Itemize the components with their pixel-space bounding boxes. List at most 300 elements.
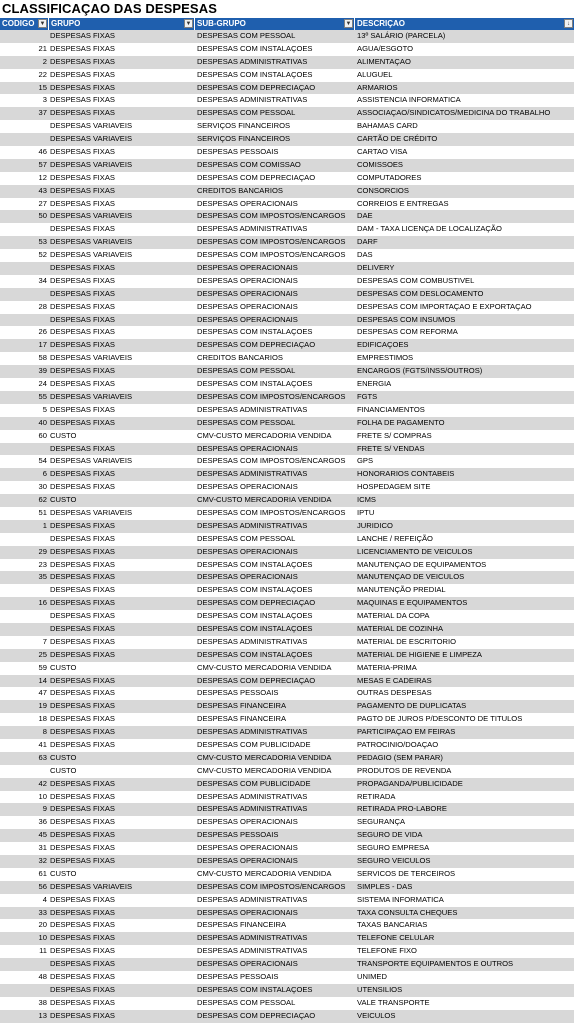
cell-codigo[interactable]: 52 bbox=[38, 250, 47, 260]
cell-descricao[interactable]: ICMS bbox=[357, 495, 376, 505]
cell-codigo[interactable]: 5 bbox=[42, 404, 47, 414]
cell-grupo[interactable]: DESPESAS VARIAVEIS bbox=[50, 250, 133, 260]
cell-grupo[interactable]: CUSTO bbox=[50, 752, 77, 762]
cell-descricao[interactable]: SEGURO EMPRESA bbox=[357, 843, 430, 853]
cell-grupo[interactable]: DESPESAS FIXAS bbox=[50, 701, 115, 711]
filter-dropdown-icon[interactable]: ▼ bbox=[185, 21, 192, 27]
cell-codigo[interactable]: 22 bbox=[38, 69, 47, 79]
cell-grupo[interactable]: DESPESAS FIXAS bbox=[50, 108, 115, 118]
cell-codigo[interactable]: 48 bbox=[38, 972, 47, 982]
cell-descricao[interactable]: PAGAMENTO DE DUPLICATAS bbox=[357, 701, 467, 711]
cell-grupo[interactable]: DESPESAS FIXAS bbox=[50, 43, 115, 53]
cell-subgrupo[interactable]: DESPESAS COM IMPOSTOS/ENCARGOS bbox=[197, 507, 346, 517]
cell-subgrupo[interactable]: DESPESAS COM INSTALAÇOES bbox=[197, 379, 313, 389]
cell-subgrupo[interactable]: DESPESAS ADMINISTRATIVAS bbox=[197, 404, 308, 414]
cell-codigo[interactable] bbox=[0, 133, 49, 146]
cell-subgrupo[interactable]: DESPESAS ADMINISTRATIVAS bbox=[197, 95, 308, 105]
cell-codigo[interactable] bbox=[0, 584, 49, 597]
cell-grupo[interactable]: DESPESAS FIXAS bbox=[50, 727, 115, 737]
cell-grupo[interactable]: DESPESAS FIXAS bbox=[50, 675, 115, 685]
cell-subgrupo[interactable]: DESPESAS COM PESSOAL bbox=[197, 997, 296, 1007]
cell-grupo[interactable]: DESPESAS FIXAS bbox=[50, 301, 115, 311]
cell-descricao[interactable]: DESPESAS COM DESLOCAMENTO bbox=[357, 288, 484, 298]
cell-subgrupo[interactable]: CMV-CUSTO MERCADORIA VENDIDA bbox=[197, 662, 332, 672]
cell-grupo[interactable]: DESPESAS FIXAS bbox=[50, 340, 115, 350]
cell-codigo[interactable] bbox=[0, 623, 49, 636]
cell-codigo[interactable] bbox=[0, 30, 49, 43]
cell-subgrupo[interactable]: DESPESAS ADMINISTRATIVAS bbox=[197, 727, 308, 737]
cell-descricao[interactable]: EMPRESTIMOS bbox=[357, 353, 414, 363]
cell-descricao[interactable]: ENERGIA bbox=[357, 379, 392, 389]
cell-subgrupo[interactable]: DESPESAS PESSOAIS bbox=[197, 830, 279, 840]
cell-descricao[interactable]: EDIFICAÇOES bbox=[357, 340, 409, 350]
cell-codigo[interactable] bbox=[0, 288, 49, 301]
cell-codigo[interactable] bbox=[0, 223, 49, 236]
cell-codigo[interactable]: 16 bbox=[38, 598, 47, 608]
cell-subgrupo[interactable]: DESPESAS COM INSTALAÇOES bbox=[197, 327, 313, 337]
cell-descricao[interactable]: MANUTENÇÃO PREDIAL bbox=[357, 585, 446, 595]
cell-subgrupo[interactable]: CMV-CUSTO MERCADORIA VENDIDA bbox=[197, 495, 332, 505]
cell-subgrupo[interactable]: DESPESAS ADMINISTRATIVAS bbox=[197, 56, 308, 66]
cell-grupo[interactable]: CUSTO bbox=[50, 662, 77, 672]
cell-grupo[interactable]: DESPESAS FIXAS bbox=[50, 366, 115, 376]
cell-descricao[interactable]: LICENCIAMENTO DE VEICULOS bbox=[357, 546, 473, 556]
cell-descricao[interactable]: UTENSILIOS bbox=[357, 984, 403, 994]
cell-descricao[interactable]: SIMPLES - DAS bbox=[357, 881, 413, 891]
cell-grupo[interactable]: DESPESAS FIXAS bbox=[50, 778, 115, 788]
cell-subgrupo[interactable]: DESPESAS PESSOAIS bbox=[197, 147, 279, 157]
cell-grupo[interactable]: DESPESAS FIXAS bbox=[50, 972, 115, 982]
cell-grupo[interactable]: DESPESAS FIXAS bbox=[50, 714, 115, 724]
cell-descricao[interactable]: LANCHE / REFEIÇÃO bbox=[357, 533, 433, 543]
cell-descricao[interactable]: MATERIAL DE ESCRITORIO bbox=[357, 636, 457, 646]
cell-grupo[interactable]: DESPESAS FIXAS bbox=[50, 275, 115, 285]
cell-grupo[interactable]: DESPESAS FIXAS bbox=[50, 1010, 115, 1020]
cell-grupo[interactable]: DESPESAS FIXAS bbox=[50, 611, 115, 621]
cell-codigo[interactable]: 42 bbox=[38, 778, 47, 788]
cell-descricao[interactable]: HOSPEDAGEM SITE bbox=[357, 482, 431, 492]
cell-codigo[interactable]: 59 bbox=[38, 662, 47, 672]
cell-subgrupo[interactable]: DESPESAS OPERACIONAIS bbox=[197, 275, 298, 285]
cell-descricao[interactable]: DARF bbox=[357, 237, 378, 247]
cell-subgrupo[interactable]: DESPESAS OPERACIONAIS bbox=[197, 482, 298, 492]
cell-grupo[interactable]: DESPESAS FIXAS bbox=[50, 224, 115, 234]
cell-grupo[interactable]: DESPESAS VARIAVEIS bbox=[50, 353, 133, 363]
cell-grupo[interactable]: DESPESAS FIXAS bbox=[50, 82, 115, 92]
cell-subgrupo[interactable]: DESPESAS OPERACIONAIS bbox=[197, 856, 298, 865]
cell-codigo[interactable]: 26 bbox=[38, 327, 47, 337]
cell-codigo[interactable]: 34 bbox=[38, 275, 47, 285]
cell-grupo[interactable]: DESPESAS FIXAS bbox=[50, 185, 115, 195]
cell-subgrupo[interactable]: DESPESAS OPERACIONAIS bbox=[197, 817, 298, 827]
cell-descricao[interactable]: GPS bbox=[357, 456, 374, 466]
cell-codigo[interactable]: 1 bbox=[42, 520, 47, 530]
cell-grupo[interactable]: DESPESAS FIXAS bbox=[50, 598, 115, 608]
cell-subgrupo[interactable]: DESPESAS OPERACIONAIS bbox=[197, 572, 298, 582]
cell-subgrupo[interactable]: DESPESAS COM DEPRECIAÇAO bbox=[197, 598, 316, 608]
cell-descricao[interactable]: OUTRAS DESPESAS bbox=[357, 688, 432, 698]
cell-descricao[interactable]: PROPAGANDA/PUBLICIDADE bbox=[357, 778, 463, 788]
cell-subgrupo[interactable]: DESPESAS COM IMPOSTOS/ENCARGOS bbox=[197, 881, 346, 891]
cell-codigo[interactable] bbox=[0, 262, 49, 275]
filter-dropdown-icon[interactable]: ▼ bbox=[345, 21, 352, 27]
cell-grupo[interactable]: DESPESAS FIXAS bbox=[50, 69, 115, 79]
cell-codigo[interactable]: 24 bbox=[38, 379, 47, 389]
cell-codigo[interactable]: 60 bbox=[38, 430, 47, 440]
cell-grupo[interactable]: DESPESAS FIXAS bbox=[50, 623, 115, 633]
cell-grupo[interactable]: DESPESAS FIXAS bbox=[50, 920, 115, 930]
cell-grupo[interactable]: DESPESAS FIXAS bbox=[50, 263, 115, 273]
cell-codigo[interactable]: 55 bbox=[38, 391, 47, 401]
cell-subgrupo[interactable]: DESPESAS OPERACIONAIS bbox=[197, 198, 298, 208]
cell-descricao[interactable]: TAXA CONSULTA CHEQUES bbox=[357, 907, 458, 917]
cell-grupo[interactable]: DESPESAS FIXAS bbox=[50, 31, 115, 40]
cell-grupo[interactable]: DESPESAS FIXAS bbox=[50, 817, 115, 827]
cell-descricao[interactable]: UNIMED bbox=[357, 972, 387, 982]
cell-subgrupo[interactable]: CMV-CUSTO MERCADORIA VENDIDA bbox=[197, 765, 332, 775]
cell-grupo[interactable]: DESPESAS FIXAS bbox=[50, 443, 115, 453]
cell-grupo[interactable]: DESPESAS FIXAS bbox=[50, 688, 115, 698]
cell-codigo[interactable]: 63 bbox=[38, 752, 47, 762]
cell-grupo[interactable]: DESPESAS VARIAVEIS bbox=[50, 121, 133, 131]
cell-codigo[interactable] bbox=[0, 533, 49, 546]
cell-subgrupo[interactable]: DESPESAS COM IMPOSTOS/ENCARGOS bbox=[197, 211, 346, 221]
cell-grupo[interactable]: DESPESAS FIXAS bbox=[50, 379, 115, 389]
cell-subgrupo[interactable]: DESPESAS COM DEPRECIAÇAO bbox=[197, 172, 316, 182]
cell-subgrupo[interactable]: DESPESAS COM DEPRECIAÇAO bbox=[197, 340, 316, 350]
cell-descricao[interactable]: ARMARIOS bbox=[357, 82, 398, 92]
cell-codigo[interactable]: 3 bbox=[42, 95, 47, 105]
cell-descricao[interactable]: PRODUTOS DE REVENDA bbox=[357, 765, 452, 775]
cell-codigo[interactable]: 15 bbox=[38, 82, 47, 92]
cell-grupo[interactable]: DESPESAS FIXAS bbox=[50, 804, 115, 814]
cell-descricao[interactable]: IPTU bbox=[357, 507, 375, 517]
cell-descricao[interactable]: CONSORCIOS bbox=[357, 185, 409, 195]
cell-codigo[interactable]: 62 bbox=[38, 495, 47, 505]
cell-grupo[interactable]: DESPESAS FIXAS bbox=[50, 417, 115, 427]
cell-codigo[interactable]: 14 bbox=[38, 675, 47, 685]
cell-codigo[interactable]: 38 bbox=[38, 997, 47, 1007]
cell-codigo[interactable]: 61 bbox=[38, 868, 47, 878]
cell-codigo[interactable]: 43 bbox=[38, 185, 47, 195]
cell-descricao[interactable]: VEICULOS bbox=[357, 1010, 396, 1020]
cell-grupo[interactable]: DESPESAS FIXAS bbox=[50, 843, 115, 853]
cell-grupo[interactable]: DESPESAS FIXAS bbox=[50, 585, 115, 595]
cell-subgrupo[interactable]: DESPESAS COM PESSOAL bbox=[197, 366, 296, 376]
cell-codigo[interactable]: 10 bbox=[38, 933, 47, 943]
cell-descricao[interactable]: MESAS E CADEIRAS bbox=[357, 675, 432, 685]
cell-codigo[interactable]: 47 bbox=[38, 688, 47, 698]
cell-subgrupo[interactable]: DESPESAS OPERACIONAIS bbox=[197, 263, 298, 273]
cell-grupo[interactable]: DESPESAS VARIAVEIS bbox=[50, 391, 133, 401]
cell-descricao[interactable]: COMISSOES bbox=[357, 159, 403, 169]
cell-descricao[interactable]: ALIMENTAÇAO bbox=[357, 56, 411, 66]
cell-grupo[interactable]: CUSTO bbox=[50, 868, 77, 878]
cell-subgrupo[interactable]: DESPESAS OPERACIONAIS bbox=[197, 301, 298, 311]
cell-subgrupo[interactable]: DESPESAS COM IMPOSTOS/ENCARGOS bbox=[197, 456, 346, 466]
cell-codigo[interactable]: 7 bbox=[42, 636, 47, 646]
cell-grupo[interactable]: DESPESAS FIXAS bbox=[50, 933, 115, 943]
cell-codigo[interactable]: 11 bbox=[39, 946, 47, 956]
cell-descricao[interactable]: 13º SALÁRIO (PARCELA) bbox=[357, 31, 446, 40]
cell-descricao[interactable]: TAXAS BANCARIAS bbox=[357, 920, 428, 930]
cell-grupo[interactable]: DESPESAS FIXAS bbox=[50, 559, 115, 569]
cell-codigo[interactable] bbox=[0, 958, 49, 971]
cell-descricao[interactable]: PAGTO DE JUROS P/DESCONTO DE TITULOS bbox=[357, 714, 523, 724]
cell-descricao[interactable]: TELEFONE CELULAR bbox=[357, 933, 435, 943]
cell-grupo[interactable]: DESPESAS FIXAS bbox=[50, 533, 115, 543]
cell-subgrupo[interactable]: DESPESAS OPERACIONAIS bbox=[197, 907, 298, 917]
cell-descricao[interactable]: PARTICIPAÇAO EM FEIRAS bbox=[357, 727, 456, 737]
cell-subgrupo[interactable]: DESPESAS COM PUBLICIDADE bbox=[197, 739, 311, 749]
cell-descricao[interactable]: ASSOCIAÇAO/SINDICATOS/MEDICINA DO TRABALHO bbox=[357, 108, 551, 118]
cell-codigo[interactable]: 33 bbox=[38, 907, 47, 917]
cell-codigo[interactable] bbox=[0, 120, 49, 133]
cell-codigo[interactable]: 20 bbox=[38, 920, 47, 930]
cell-grupo[interactable]: DESPESAS VARIAVEIS bbox=[50, 211, 133, 221]
cell-grupo[interactable]: DESPESAS FIXAS bbox=[50, 172, 115, 182]
cell-codigo[interactable]: 18 bbox=[38, 714, 47, 724]
cell-subgrupo[interactable]: CMV-CUSTO MERCADORIA VENDIDA bbox=[197, 752, 332, 762]
cell-subgrupo[interactable]: DESPESAS PESSOAIS bbox=[197, 972, 279, 982]
cell-subgrupo[interactable]: DESPESAS OPERACIONAIS bbox=[197, 546, 298, 556]
cell-descricao[interactable]: COMPUTADORES bbox=[357, 172, 422, 182]
cell-descricao[interactable]: DESPESAS COM COMBUSTIVEL bbox=[357, 275, 475, 285]
cell-descricao[interactable]: MATERIA-PRIMA bbox=[357, 662, 417, 672]
cell-codigo[interactable]: 57 bbox=[38, 159, 47, 169]
cell-codigo[interactable]: 39 bbox=[38, 366, 47, 376]
cell-subgrupo[interactable]: DESPESAS OPERACIONAIS bbox=[197, 443, 298, 453]
cell-subgrupo[interactable]: DESPESAS FINANCEIRA bbox=[197, 701, 287, 711]
cell-descricao[interactable]: SEGURO VEICULOS bbox=[357, 856, 431, 865]
cell-subgrupo[interactable]: DESPESAS ADMINISTRATIVAS bbox=[197, 933, 308, 943]
cell-codigo[interactable]: 51 bbox=[38, 507, 47, 517]
cell-subgrupo[interactable]: DESPESAS COM PESSOAL bbox=[197, 108, 296, 118]
cell-codigo[interactable]: 21 bbox=[38, 43, 47, 53]
cell-grupo[interactable]: DESPESAS FIXAS bbox=[50, 791, 115, 801]
cell-codigo[interactable]: 31 bbox=[38, 843, 47, 853]
cell-subgrupo[interactable]: DESPESAS COM INSTALAÇOES bbox=[197, 611, 313, 621]
cell-codigo[interactable]: 13 bbox=[38, 1010, 47, 1020]
cell-descricao[interactable]: VALE TRANSPORTE bbox=[357, 997, 430, 1007]
cell-codigo[interactable]: 12 bbox=[38, 172, 47, 182]
cell-codigo[interactable]: 41 bbox=[38, 739, 47, 749]
cell-descricao[interactable]: PEDAGIO (SEM PARAR) bbox=[357, 752, 443, 762]
cell-grupo[interactable]: DESPESAS FIXAS bbox=[50, 95, 115, 105]
cell-codigo[interactable] bbox=[0, 610, 49, 623]
cell-descricao[interactable]: SERVICOS DE TERCEIROS bbox=[357, 868, 456, 878]
cell-descricao[interactable]: BAHAMAS CARD bbox=[357, 121, 418, 131]
cell-subgrupo[interactable]: DESPESAS FINANCEIRA bbox=[197, 714, 287, 724]
cell-grupo[interactable]: DESPESAS VARIAVEIS bbox=[50, 134, 133, 144]
cell-codigo[interactable]: 32 bbox=[38, 856, 47, 865]
cell-subgrupo[interactable]: DESPESAS COM PESSOAL bbox=[197, 417, 296, 427]
cell-grupo[interactable]: DESPESAS FIXAS bbox=[50, 946, 115, 956]
cell-grupo[interactable]: DESPESAS VARIAVEIS bbox=[50, 456, 133, 466]
cell-descricao[interactable]: SISTEMA INFORMATICA bbox=[357, 894, 444, 904]
cell-subgrupo[interactable]: DESPESAS COM INSTALAÇOES bbox=[197, 649, 313, 659]
cell-subgrupo[interactable]: CREDITOS BANCARIOS bbox=[197, 185, 283, 195]
cell-descricao[interactable]: RETIRADA bbox=[357, 791, 396, 801]
cell-subgrupo[interactable]: DESPESAS OPERACIONAIS bbox=[197, 314, 298, 324]
cell-codigo[interactable]: 30 bbox=[38, 482, 47, 492]
cell-grupo[interactable]: DESPESAS FIXAS bbox=[50, 147, 115, 157]
cell-subgrupo[interactable]: DESPESAS OPERACIONAIS bbox=[197, 288, 298, 298]
cell-subgrupo[interactable]: DESPESAS ADMINISTRATIVAS bbox=[197, 946, 308, 956]
cell-descricao[interactable]: CORREIOS E ENTREGAS bbox=[357, 198, 449, 208]
cell-grupo[interactable]: DESPESAS FIXAS bbox=[50, 198, 115, 208]
cell-codigo[interactable]: 36 bbox=[38, 817, 47, 827]
cell-descricao[interactable]: SEGURANÇA bbox=[357, 817, 406, 827]
cell-codigo[interactable]: 6 bbox=[42, 469, 47, 479]
cell-grupo[interactable]: DESPESAS FIXAS bbox=[50, 830, 115, 840]
cell-grupo[interactable]: DESPESAS FIXAS bbox=[50, 482, 115, 492]
cell-grupo[interactable]: DESPESAS FIXAS bbox=[50, 649, 115, 659]
cell-grupo[interactable]: DESPESAS FIXAS bbox=[50, 56, 115, 66]
cell-codigo[interactable]: 4 bbox=[42, 894, 47, 904]
cell-descricao[interactable]: DESPESAS COM IMPORTAÇAO E EXPORTAÇAO bbox=[357, 301, 532, 311]
cell-codigo[interactable]: 23 bbox=[38, 559, 47, 569]
cell-codigo[interactable]: 19 bbox=[38, 701, 47, 711]
cell-subgrupo[interactable]: DESPESAS COM INSTALAÇOES bbox=[197, 984, 313, 994]
cell-descricao[interactable]: MATERIAL DA COPA bbox=[357, 611, 430, 621]
cell-descricao[interactable]: FOLHA DE PAGAMENTO bbox=[357, 417, 445, 427]
cell-subgrupo[interactable]: DESPESAS COM INSTALAÇOES bbox=[197, 43, 313, 53]
cell-descricao[interactable]: DESPESAS COM REFORMA bbox=[357, 327, 458, 337]
cell-grupo[interactable]: CUSTO bbox=[50, 765, 77, 775]
cell-grupo[interactable]: DESPESAS VARIAVEIS bbox=[50, 159, 133, 169]
cell-codigo[interactable]: 10 bbox=[38, 791, 47, 801]
sort-ascending-filter-icon[interactable]: ↓ bbox=[564, 19, 573, 28]
cell-grupo[interactable]: DESPESAS FIXAS bbox=[50, 469, 115, 479]
cell-grupo[interactable]: CUSTO bbox=[50, 495, 77, 505]
cell-grupo[interactable]: DESPESAS FIXAS bbox=[50, 288, 115, 298]
cell-descricao[interactable]: DAM - TAXA LICENÇA DE LOCALIZAÇÃO bbox=[357, 224, 502, 234]
cell-grupo[interactable]: DESPESAS VARIAVEIS bbox=[50, 237, 133, 247]
cell-descricao[interactable]: FRETE S/ COMPRAS bbox=[357, 430, 432, 440]
cell-subgrupo[interactable]: DESPESAS COM IMPOSTOS/ENCARGOS bbox=[197, 237, 346, 247]
cell-grupo[interactable]: DESPESAS FIXAS bbox=[50, 520, 115, 530]
cell-descricao[interactable]: ALUGUEL bbox=[357, 69, 393, 79]
cell-subgrupo[interactable]: CMV-CUSTO MERCADORIA VENDIDA bbox=[197, 430, 332, 440]
cell-descricao[interactable]: MANUTENÇAO DE EQUIPAMENTOS bbox=[357, 559, 487, 569]
cell-codigo[interactable]: 45 bbox=[38, 830, 47, 840]
cell-codigo[interactable]: 28 bbox=[38, 301, 47, 311]
cell-subgrupo[interactable]: DESPESAS ADMINISTRATIVAS bbox=[197, 791, 308, 801]
cell-codigo[interactable]: 54 bbox=[38, 456, 47, 466]
cell-codigo[interactable]: 17 bbox=[38, 340, 47, 350]
cell-subgrupo[interactable]: DESPESAS OPERACIONAIS bbox=[197, 843, 298, 853]
cell-descricao[interactable]: FINANCIAMENTOS bbox=[357, 404, 425, 414]
cell-descricao[interactable]: TELEFONE FIXO bbox=[357, 946, 417, 956]
cell-subgrupo[interactable]: DESPESAS COM DEPRECIAÇAO bbox=[197, 675, 316, 685]
cell-descricao[interactable]: AGUA/ESGOTO bbox=[357, 43, 413, 53]
cell-codigo[interactable]: 58 bbox=[38, 353, 47, 363]
cell-codigo[interactable]: 53 bbox=[38, 237, 47, 247]
cell-subgrupo[interactable]: DESPESAS ADMINISTRATIVAS bbox=[197, 224, 308, 234]
cell-codigo[interactable] bbox=[0, 765, 49, 778]
cell-descricao[interactable]: TRANSPORTE EQUIPAMENTOS E OUTROS bbox=[357, 959, 514, 969]
cell-codigo[interactable]: 46 bbox=[38, 147, 47, 157]
cell-codigo[interactable] bbox=[0, 984, 49, 997]
cell-codigo[interactable]: 8 bbox=[42, 727, 47, 737]
cell-grupo[interactable]: CUSTO bbox=[50, 430, 77, 440]
cell-grupo[interactable]: DESPESAS FIXAS bbox=[50, 907, 115, 917]
cell-descricao[interactable]: DAE bbox=[357, 211, 373, 221]
cell-codigo[interactable]: 56 bbox=[38, 881, 47, 891]
cell-descricao[interactable]: MAQUINAS E EQUIPAMENTOS bbox=[357, 598, 468, 608]
cell-subgrupo[interactable]: DESPESAS FINANCEIRA bbox=[197, 920, 287, 930]
cell-codigo[interactable]: 27 bbox=[38, 198, 47, 208]
cell-subgrupo[interactable]: SERVIÇOS FINANCEIROS bbox=[197, 121, 291, 131]
cell-descricao[interactable]: HONORARIOS CONTABEIS bbox=[357, 469, 455, 479]
cell-codigo[interactable]: 40 bbox=[38, 417, 47, 427]
cell-descricao[interactable]: CARTÃO DE CRÉDITO bbox=[357, 134, 438, 144]
cell-grupo[interactable]: DESPESAS FIXAS bbox=[50, 894, 115, 904]
cell-codigo[interactable] bbox=[0, 314, 49, 327]
cell-descricao[interactable]: DAS bbox=[357, 250, 373, 260]
cell-codigo[interactable] bbox=[0, 443, 49, 456]
cell-subgrupo[interactable]: DESPESAS COM COMISSAO bbox=[197, 159, 301, 169]
cell-subgrupo[interactable]: DESPESAS COM PESSOAL bbox=[197, 31, 296, 40]
cell-subgrupo[interactable]: DESPESAS COM INSTALAÇOES bbox=[197, 585, 313, 595]
cell-subgrupo[interactable]: DESPESAS ADMINISTRATIVAS bbox=[197, 804, 308, 814]
cell-subgrupo[interactable]: DESPESAS ADMINISTRATIVAS bbox=[197, 894, 308, 904]
cell-subgrupo[interactable]: DESPESAS COM INSTALAÇOES bbox=[197, 69, 313, 79]
cell-grupo[interactable]: DESPESAS FIXAS bbox=[50, 739, 115, 749]
cell-grupo[interactable]: DESPESAS VARIAVEIS bbox=[50, 507, 133, 517]
cell-subgrupo[interactable]: DESPESAS COM DEPRECIAÇAO bbox=[197, 1010, 316, 1020]
cell-grupo[interactable]: DESPESAS VARIAVEIS bbox=[50, 881, 133, 891]
cell-grupo[interactable]: DESPESAS FIXAS bbox=[50, 572, 115, 582]
cell-descricao[interactable]: SEGURO DE VIDA bbox=[357, 830, 423, 840]
cell-descricao[interactable]: FGTS bbox=[357, 391, 378, 401]
cell-descricao[interactable]: MATERIAL DE HIGIENE E LIMPEZA bbox=[357, 649, 482, 659]
cell-descricao[interactable]: FRETE S/ VENDAS bbox=[357, 443, 425, 453]
cell-subgrupo[interactable]: DESPESAS COM DEPRECIAÇAO bbox=[197, 82, 316, 92]
filter-dropdown-icon[interactable]: ▼ bbox=[39, 21, 46, 27]
cell-subgrupo[interactable]: DESPESAS COM PESSOAL bbox=[197, 533, 296, 543]
cell-descricao[interactable]: DESPESAS COM INSUMOS bbox=[357, 314, 456, 324]
cell-codigo[interactable]: 35 bbox=[38, 572, 47, 582]
cell-codigo[interactable]: 25 bbox=[38, 649, 47, 659]
cell-grupo[interactable]: DESPESAS FIXAS bbox=[50, 997, 115, 1007]
cell-descricao[interactable]: JURIDICO bbox=[357, 520, 393, 530]
cell-grupo[interactable]: DESPESAS FIXAS bbox=[50, 327, 115, 337]
cell-descricao[interactable]: ENCARGOS (FGTS/INSS/OUTROS) bbox=[357, 366, 483, 376]
cell-codigo[interactable]: 29 bbox=[38, 546, 47, 556]
cell-grupo[interactable]: DESPESAS FIXAS bbox=[50, 404, 115, 414]
cell-grupo[interactable]: DESPESAS FIXAS bbox=[50, 314, 115, 324]
cell-subgrupo[interactable]: DESPESAS PESSOAIS bbox=[197, 688, 279, 698]
cell-subgrupo[interactable]: DESPESAS COM IMPOSTOS/ENCARGOS bbox=[197, 250, 346, 260]
cell-subgrupo[interactable]: DESPESAS ADMINISTRATIVAS bbox=[197, 636, 308, 646]
cell-descricao[interactable]: RETIRADA PRO-LABORE bbox=[357, 804, 447, 814]
cell-subgrupo[interactable]: DESPESAS COM INSTALAÇOES bbox=[197, 623, 313, 633]
cell-codigo[interactable]: 2 bbox=[42, 56, 47, 66]
cell-subgrupo[interactable]: DESPESAS COM PUBLICIDADE bbox=[197, 778, 311, 788]
cell-grupo[interactable]: DESPESAS FIXAS bbox=[50, 636, 115, 646]
cell-subgrupo[interactable]: SERVIÇOS FINANCEIROS bbox=[197, 134, 291, 144]
cell-descricao[interactable]: PATROCINIO/DOAÇAO bbox=[357, 739, 439, 749]
cell-subgrupo[interactable]: CREDITOS BANCARIOS bbox=[197, 353, 283, 363]
cell-grupo[interactable]: DESPESAS FIXAS bbox=[50, 546, 115, 556]
cell-subgrupo[interactable]: DESPESAS ADMINISTRATIVAS bbox=[197, 520, 308, 530]
cell-codigo[interactable]: 50 bbox=[38, 211, 47, 221]
cell-descricao[interactable]: MANUTENÇAO DE VEICULOS bbox=[357, 572, 465, 582]
cell-descricao[interactable]: CARTAO VISA bbox=[357, 147, 408, 157]
cell-subgrupo[interactable]: DESPESAS COM INSTALAÇOES bbox=[197, 559, 313, 569]
